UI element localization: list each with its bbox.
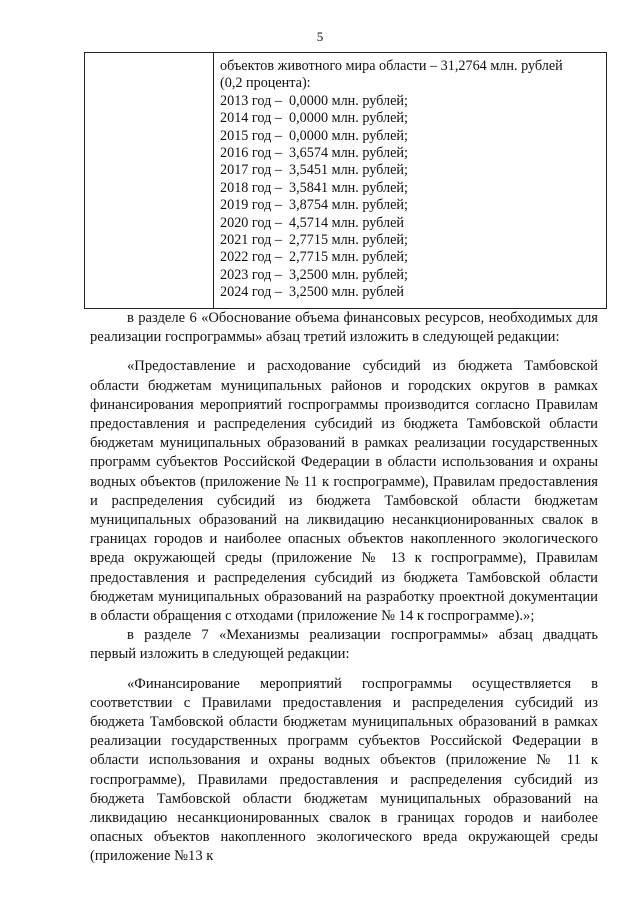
year-funding-line: 2024 год – 3,2500 млн. рублей: [220, 284, 404, 301]
year-funding-line: 2018 год – 3,5841 млн. рублей;: [220, 179, 408, 196]
quoted-paragraph-subsidies: «Предоставление и расходование субсидий из бюджета Тамбовской области бюджетам муниципальных районов и городских округов в рамках финансирования мероприятий госпрограммы производится согласно Правилам предоставления и распределения субсидий из бюджета Тамбовской области бюджетам муниципальных образований в рамках реализации государственных программ субъектов Российской Федерации в области использования и охраны водных объектов (приложение № 11 к госпрограмме), Правилам предоставления и распределения субсидий из бюджета Тамбовской области бюджетам муниципальных образований на ликвидацию несанкционированных свалок в границах городов и наиболее опасных объектов накопленного экологического вреда окружающей среды (приложение № 13 к госпрограмме), Правилам предоставления и распределения субсидий из бюджета Тамбовской области бюджетам муниципальных образований на разработку проектной документации в области обращения с отходами (приложение № 14 к госпрограмме).»;: [90, 358, 598, 625]
page-number: 5: [316, 29, 324, 44]
year-funding-line: 2017 год – 3,5451 млн. рублей;: [220, 162, 408, 179]
year-funding-line: 2022 год – 2,7715 млн. рублей;: [220, 249, 408, 266]
year-funding-line: 2016 год – 3,6574 млн. рублей;: [220, 145, 408, 162]
quoted-paragraph-financing: «Финансирование мероприятий госпрограммы осуществляется в соответствии с Правилами предоставления и распределения субсидий из бюджета Тамбовской области бюджетам муниципальных образований в рамках реализации государственных программ субъектов Российской Федерации в области использования и охраны водных объектов (приложение № 11 к госпрограмме), Правилами предоставления и распределения субсидий из бюджета Тамбовской области бюджетам муниципальных образований на ликвидацию несанкционированных свалок в границах городов и наиболее опасных объектов накопленного экологического вреда окружающей среды (приложение №13 к: [90, 675, 598, 865]
funding-line: (0,2 процента):: [220, 75, 311, 92]
year-funding-line: 2020 год – 4,5714 млн. рублей: [220, 214, 404, 231]
funding-table: [84, 52, 607, 309]
table-left-cell: [85, 53, 214, 308]
amendment-paragraph-section-6: в разделе 6 «Обоснование объема финансовых ресурсов, необходимых для реализации госпрограммы» абзац третий изложить в следующей редакции:: [90, 310, 598, 346]
document-body: [90, 309, 598, 867]
amendment-paragraph-section-7: в разделе 7 «Механизмы реализации госпрограммы» абзац двадцать первый изложить в следующей редакции:: [90, 627, 598, 663]
year-funding-line: 2021 год – 2,7715 млн. рублей;: [220, 232, 408, 249]
year-funding-line: 2014 год – 0,0000 млн. рублей;: [220, 110, 408, 127]
funding-line: объектов животного мира области – 31,2764 млн. рублей: [220, 58, 563, 74]
year-funding-line: 2013 год – 0,0000 млн. рублей;: [220, 92, 408, 109]
year-funding-line: 2019 год – 3,8754 млн. рублей;: [220, 197, 408, 214]
table-right-cell: [214, 53, 606, 308]
year-funding-line: 2015 год – 0,0000 млн. рублей;: [220, 127, 408, 144]
year-funding-line: 2023 год – 3,2500 млн. рублей;: [220, 266, 408, 283]
